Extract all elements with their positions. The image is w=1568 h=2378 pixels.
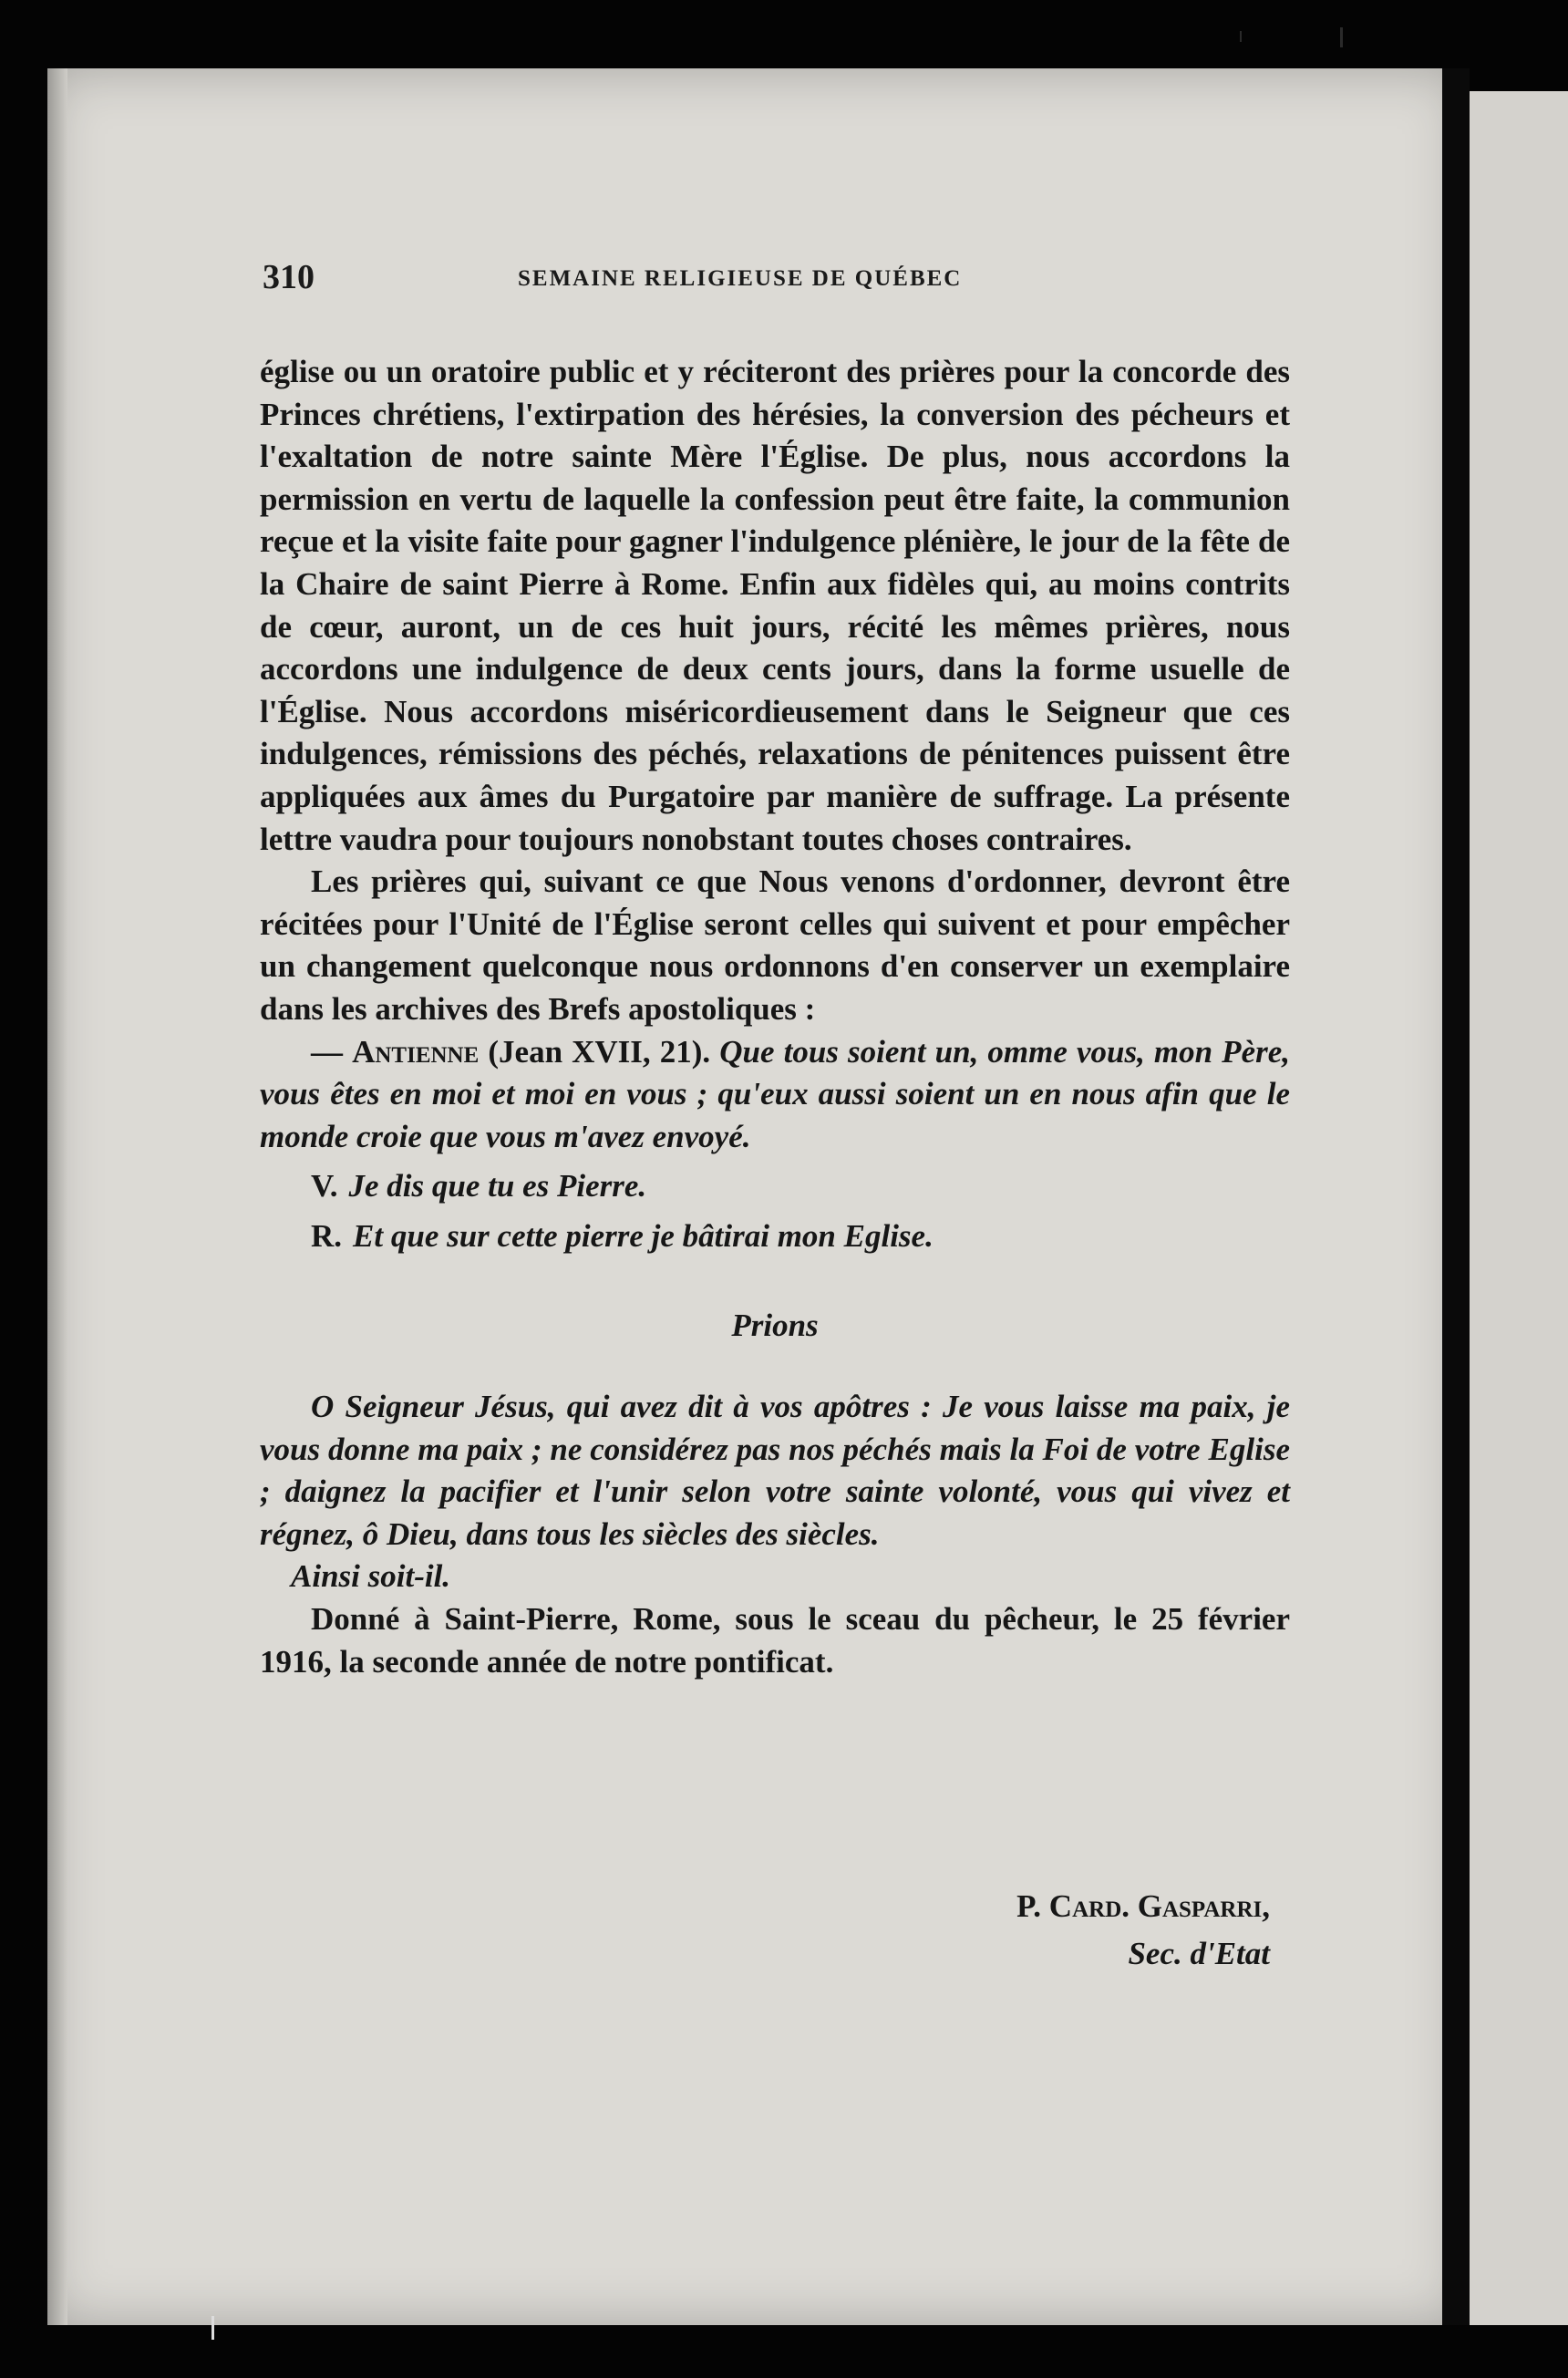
versicle-label: V. xyxy=(311,1168,338,1205)
page-number: 310 xyxy=(263,258,315,296)
signatory-name: P. Card. Gasparri, xyxy=(1016,1888,1270,1924)
page-left-edge xyxy=(47,68,67,2325)
body-text xyxy=(260,351,1290,1683)
response-text: Et que sur cette pierre je bâtirai mon Eglise. xyxy=(353,1217,934,1254)
scan-speck xyxy=(1340,27,1343,47)
prayer-paragraph: O Seigneur Jésus, qui avez dit à vos apôtres : Je vous laisse ma paix, je vous donne ma paix ; ne considérez pas nos péchés mais la Foi de votre Eglise ; daignez la pacifier et l'unir selon votre sainte volonté, vous qui vivez et régnez, ô Dieu, dans tous les siècles des siècles. xyxy=(260,1389,1290,1552)
antienne-reference: (Jean XVII, 21). xyxy=(479,1033,720,1070)
antienne-text: Que tous soient un, omme vous, mon Père, vous êtes en moi et moi en vous ; qu'eux aussi soient un en nous afin que le monde croie que vous m'avez envoyé. xyxy=(260,1033,1291,1154)
antienne-paragraph xyxy=(260,1031,1290,1159)
ainsi-soit-il: Ainsi soit-il. xyxy=(291,1558,451,1595)
prions-heading: Prions xyxy=(731,1308,819,1344)
paragraph-indulgences: église ou un oratoire public et y réciteront des prières pour la concorde des Princes chrétiens, l'extirpation des hérésies, la conversion des pécheurs et l'exaltation de notre sainte Mère l'Église. De plus, nous accordons la permission en vertu de laquelle la confession peut être faite, la communion reçue et la visite faite pour gagner l'indulgence plénière, le jour de la fête de la Chaire de saint Pierre à Rome. Enfin aux fidèles qui, au moins contrits de cœur, auront, un de ces huit jours, récité les mêmes prières, nous accordons une indulgence de deux cents jours, dans la forme usuelle de l'Église. Nous accordons miséricordieusement dans le Seigneur que ces indulgences, rémissions des péchés, relaxations de pénitences puissent être appliquées aux âmes du Purgatoire par manière de suffrage. La présente lettre vaudra pour toujours nonobstant toutes choses contraires. xyxy=(260,354,1290,857)
antienne-label: Antienne xyxy=(352,1033,480,1070)
scan-speck xyxy=(211,2316,214,2340)
scan-speck xyxy=(1240,31,1242,42)
paragraph-prayers-intro: Les prières qui, suivant ce que Nous venons d'ordonner, devront être récitées pour l'Unité de l'Église seront celles qui suivent et pour empêcher un changement quelconque nous ordonnons d'en conserver un exemplaire dans les archives des Brefs apostoliques : xyxy=(260,863,1290,1027)
running-head: SEMAINE RELIGIEUSE DE QUÉBEC xyxy=(518,266,963,291)
signatory-title: Sec. d'Etat xyxy=(1128,1936,1270,1971)
response-label: R. xyxy=(311,1217,343,1254)
dated-closing: Donné à Saint-Pierre, Rome, sous le sceau du pêcheur, le 25 février 1916, la seconde année de notre pontificat. xyxy=(260,1601,1290,1680)
antienne-dash: — xyxy=(311,1033,353,1070)
versicle-text: Je dis que tu es Pierre. xyxy=(348,1168,647,1205)
facing-page-edge xyxy=(1470,91,1568,2325)
response-line xyxy=(311,1215,1290,1258)
gutter-shadow xyxy=(1442,68,1470,2325)
signature-block xyxy=(260,1883,1270,1978)
versicle-line xyxy=(311,1165,1290,1208)
page-header xyxy=(263,257,1311,303)
